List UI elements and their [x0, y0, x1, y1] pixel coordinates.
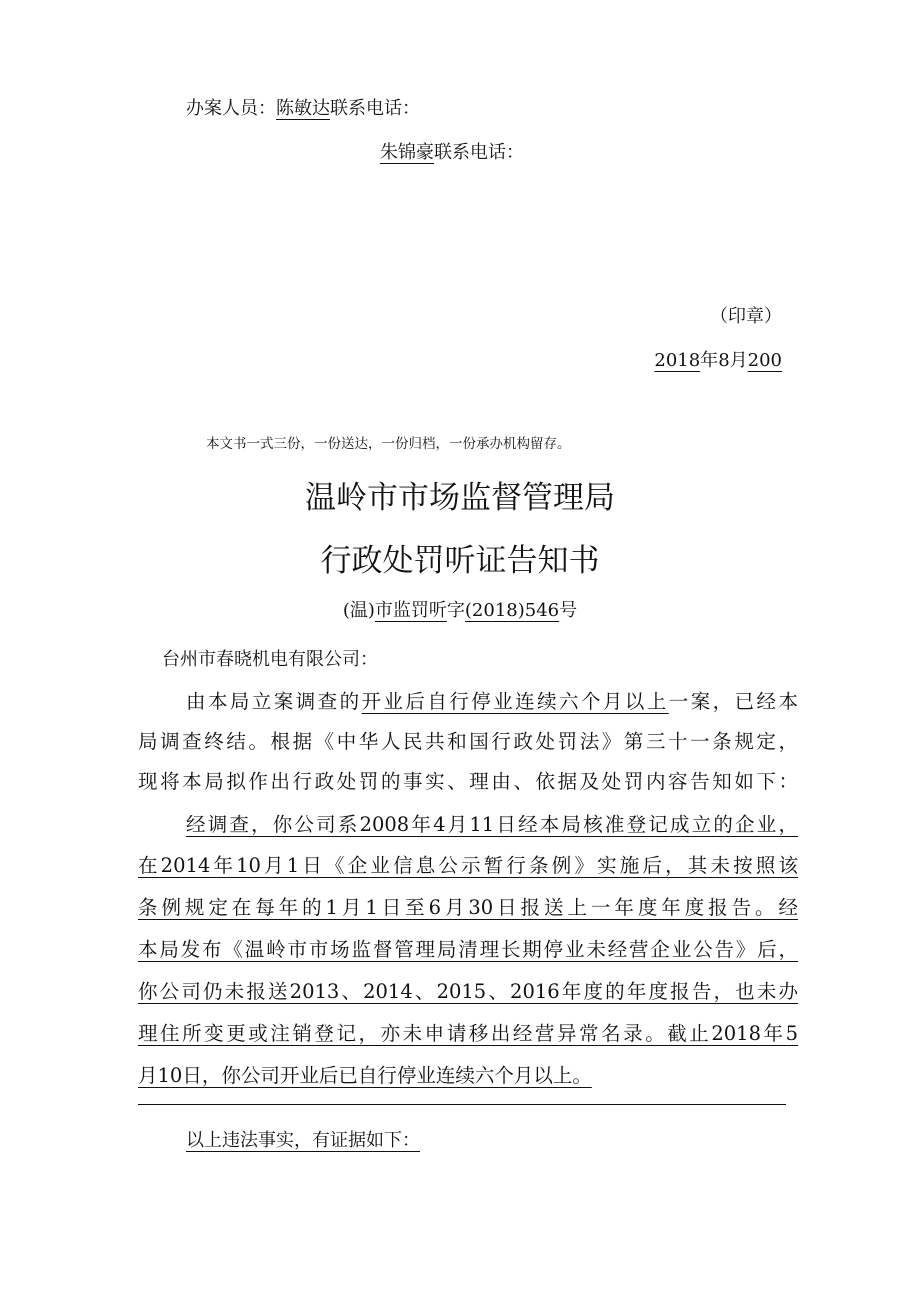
- para1-line1-rest: 一案，已经本: [668, 690, 798, 713]
- facts-line-6: 理住所变更或注销登记，亦未申请移出经营异常名录。截止2018年5: [138, 1022, 798, 1045]
- document-number: [0, 596, 920, 622]
- date-month-unit: 月: [729, 350, 748, 371]
- agency-name: 温岭市市场监督管理局: [305, 480, 615, 516]
- document-title: 行政处罚听证告知书: [320, 543, 600, 579]
- handler-name-2: 朱锦豪: [380, 142, 434, 163]
- date-year-unit: 年: [700, 350, 719, 371]
- date-day: 200: [747, 350, 782, 371]
- phone-label-1: 联系电话：: [330, 98, 420, 119]
- handler-line-2: [380, 138, 524, 164]
- seal-placeholder: （印章）: [710, 306, 782, 327]
- date-month: 8: [718, 350, 730, 371]
- facts-line-4: 本局发布《温岭市市场监督管理局清理长期停业未经营企业公告》后，: [138, 938, 798, 961]
- doc-number-char: 字: [446, 600, 465, 621]
- handler-line-1: [186, 94, 420, 120]
- handler-name-1: 陈敏达: [276, 98, 330, 119]
- facts-line-2: 在2014年10月1日《企业信息公示暂行条例》实施后，其未按照该: [138, 854, 798, 877]
- case-cause: 开业后自行停业连续六个月以上: [361, 690, 669, 713]
- facts-line-3: 条例规定在每年的1月1日至6月30日报送上一年度年度报告。经: [138, 896, 798, 919]
- doc-number-year: (2018): [464, 600, 525, 621]
- para1-line-2: 局调查终结。根据《中华人民共和国行政处罚法》第三十一条规定，: [138, 730, 798, 753]
- issue-date: [654, 346, 782, 372]
- handler-label: 办案人员：: [186, 98, 276, 119]
- para1-line-3: 现将本局拟作出行政处罚的事实、理由、依据及处罚内容告知如下：: [138, 770, 798, 793]
- recipient: 台州市春晓机电有限公司：: [162, 649, 378, 670]
- facts-line-7: 月10日，你公司开业后已自行停业连续六个月以上。: [138, 1064, 592, 1087]
- evidence-intro: 以上违法事实，有证据如下：: [186, 1130, 420, 1151]
- para1-prefix: 由本局立案调查的: [186, 690, 362, 713]
- facts-line-1: 经调查，你公司系2008年4月11日经本局核准登记成立的企业，: [186, 813, 798, 836]
- doc-number-mid: 市监罚听: [374, 600, 447, 621]
- para1-line-1: [186, 686, 798, 714]
- doc-number-suffix: 号: [559, 600, 578, 621]
- doc-number-num: 546: [524, 600, 560, 621]
- doc-number-prefix: (温): [342, 600, 375, 621]
- copies-note: 本文书一式三份，一份送达，一份归档，一份承办机构留存。: [206, 436, 571, 452]
- phone-label-2: 联系电话：: [434, 142, 524, 163]
- date-year: 2018: [654, 350, 701, 371]
- facts-end-rule: [138, 1104, 786, 1105]
- facts-line-5: 你公司仍未报送2013、2014、2015、2016年度的年度报告，也未办: [138, 980, 798, 1003]
